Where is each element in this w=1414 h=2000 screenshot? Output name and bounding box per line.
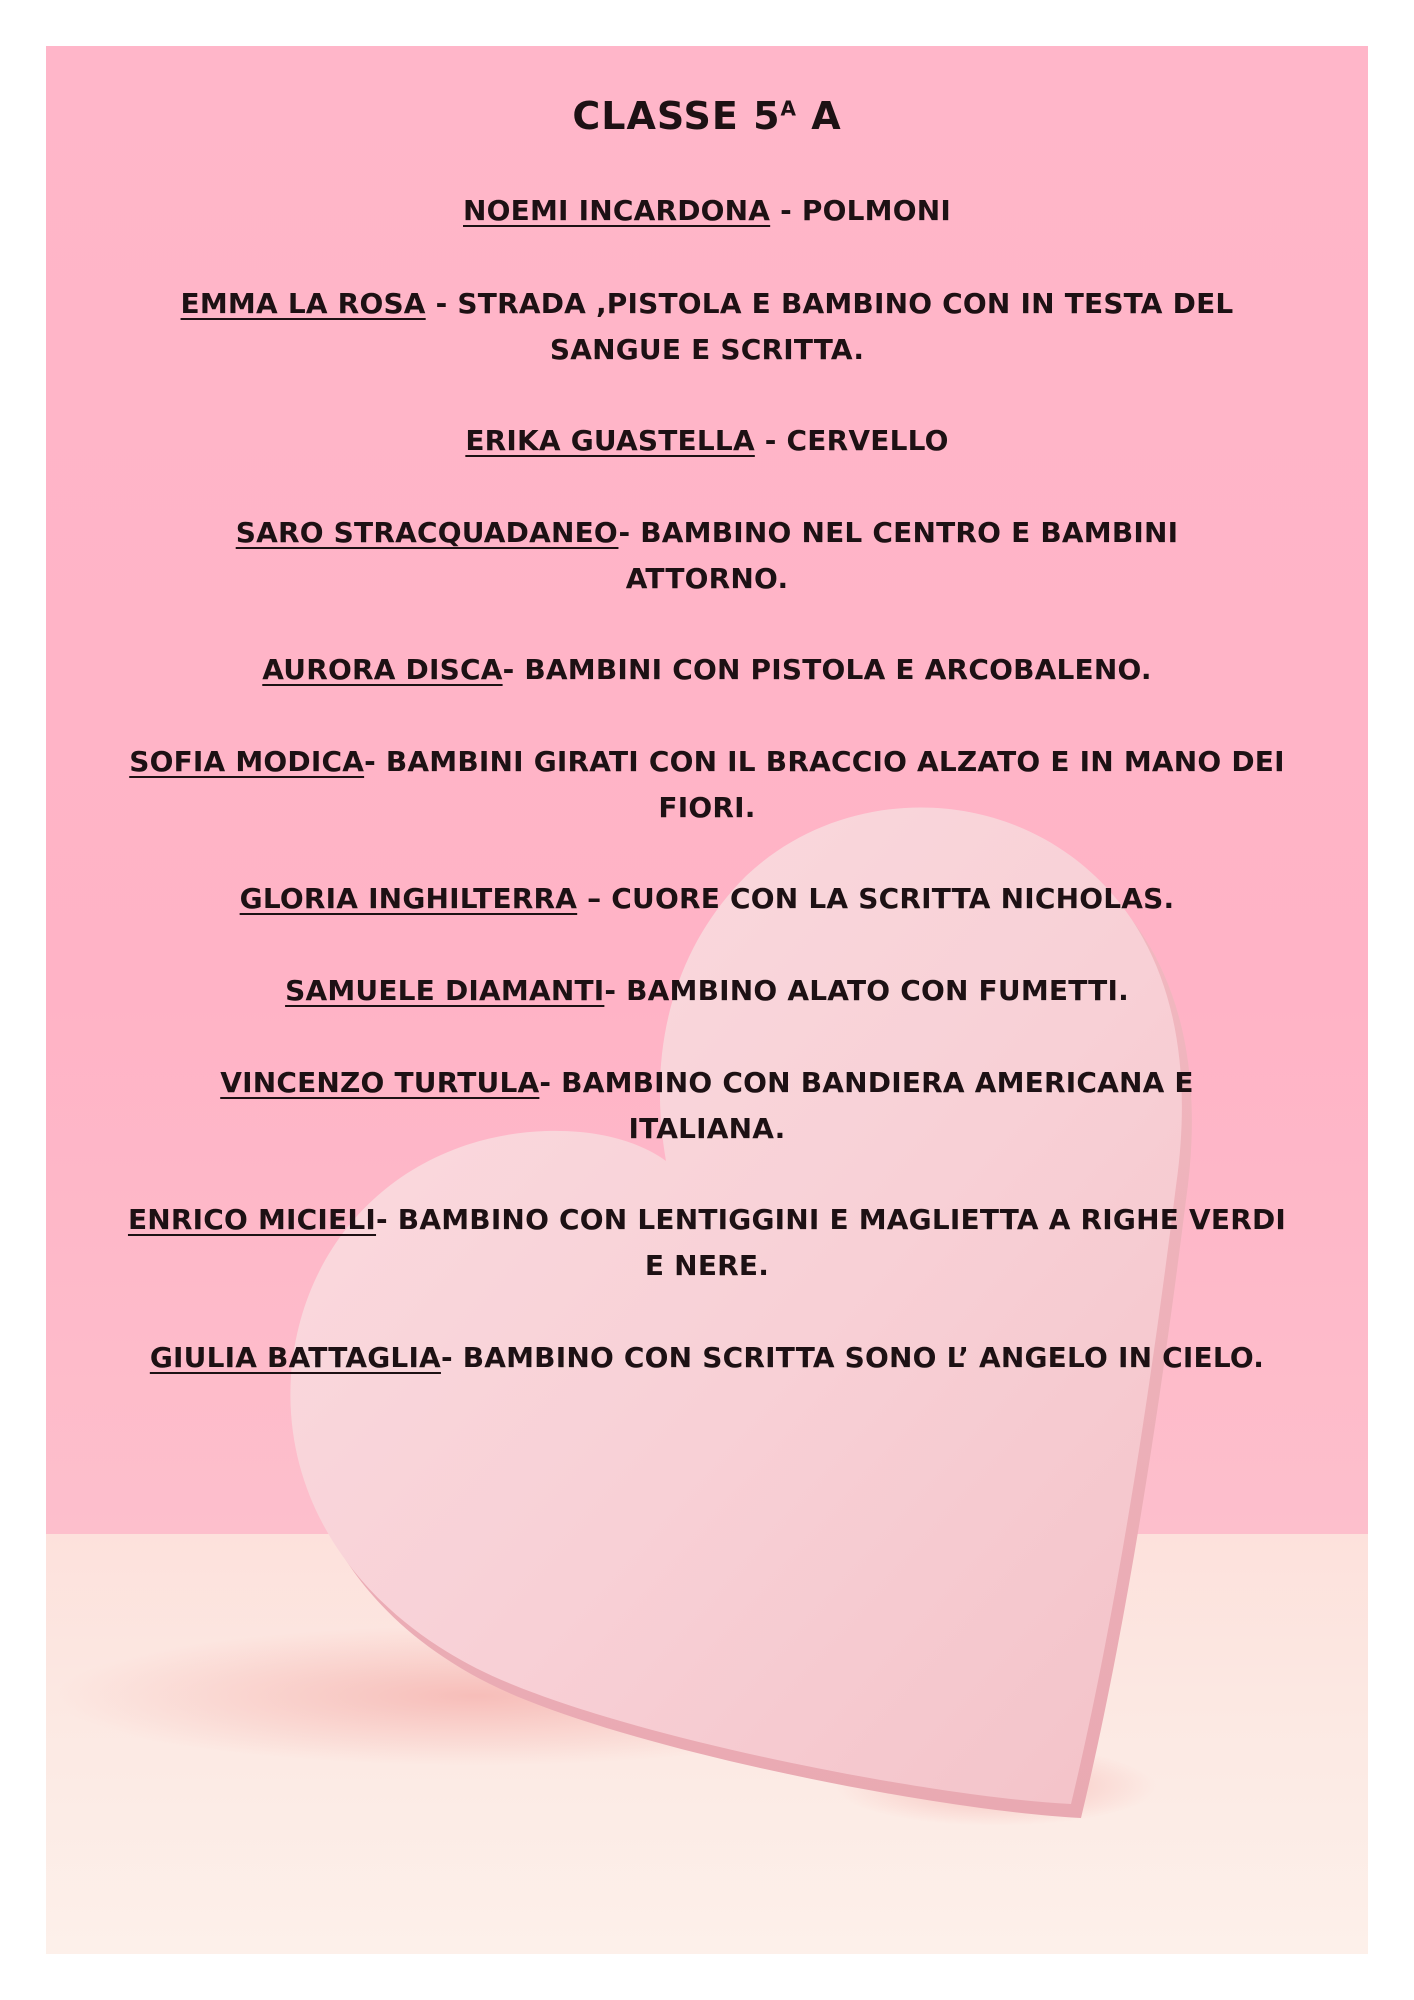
drawing-description: - BAMBINO CON BANDIERA AMERICANA E ITALIANA. <box>539 1066 1194 1145</box>
drawing-description: - CERVELLO <box>754 424 949 457</box>
title-suffix: A <box>797 94 842 138</box>
entry-samuele-diamanti <box>86 968 1328 1014</box>
drawing-description: - BAMBINO ALATO CON FUMETTI. <box>604 974 1129 1007</box>
student-name: AURORA DISCA <box>262 653 503 686</box>
entry-vincenzo-turtula <box>156 1060 1258 1152</box>
student-name: GLORIA INGHILTERRA <box>239 882 578 915</box>
page-title <box>46 94 1368 138</box>
drawing-description: - BAMBINO CON SCRITTA SONO L’ ANGELO IN CIELO. <box>440 1341 1265 1374</box>
student-name: ENRICO MICIELI <box>127 1203 377 1236</box>
drawing-description: - BAMBINO CON LENTIGGINI E MAGLIETTA A RIGHE VERDI E NERE. <box>376 1203 1287 1282</box>
entry-enrico-micieli <box>116 1197 1298 1289</box>
student-name: SARO STRACQUADANEO <box>235 516 619 549</box>
drawing-description: - POLMONI <box>770 194 951 227</box>
entry-aurora-disca <box>86 647 1328 693</box>
drawing-description: - BAMBINI CON PISTOLA E ARCOBALENO. <box>502 653 1152 686</box>
poster <box>46 46 1368 1954</box>
student-name: GIULIA BATTAGLIA <box>149 1341 441 1374</box>
student-name: SAMUELE DIAMANTI <box>285 974 605 1007</box>
entry-emma-la-rosa <box>116 281 1298 373</box>
title-main: CLASSE 5 <box>572 94 781 138</box>
student-name: ERIKA GUASTELLA <box>465 424 755 457</box>
student-name: SOFIA MODICA <box>129 745 365 778</box>
entry-gloria-inghilterra <box>86 876 1328 922</box>
entry-giulia-battaglia <box>136 1335 1278 1381</box>
drawing-description: - STRADA ,PISTOLA E BAMBINO CON IN TESTA DEL SANGUE E SCRITTA. <box>425 287 1234 366</box>
student-name: NOEMI INCARDONA <box>463 194 771 227</box>
entry-saro-stracquadaneo <box>166 510 1248 602</box>
student-name: VINCENZO TURTULA <box>220 1066 540 1099</box>
drawing-description: – CUORE CON LA SCRITTA NICHOLAS. <box>577 882 1175 915</box>
entry-erika-guastella <box>86 418 1328 464</box>
drawing-description: - BAMBINO NEL CENTRO E BAMBINI ATTORNO. <box>618 516 1179 595</box>
entry-sofia-modica <box>76 739 1338 831</box>
student-name: EMMA LA ROSA <box>180 287 426 320</box>
title-superscript: A <box>780 96 797 121</box>
drawing-description: - BAMBINI GIRATI CON IL BRACCIO ALZATO E IN MANO DEI FIORI. <box>364 745 1285 824</box>
entry-noemi-incardona <box>86 188 1328 234</box>
